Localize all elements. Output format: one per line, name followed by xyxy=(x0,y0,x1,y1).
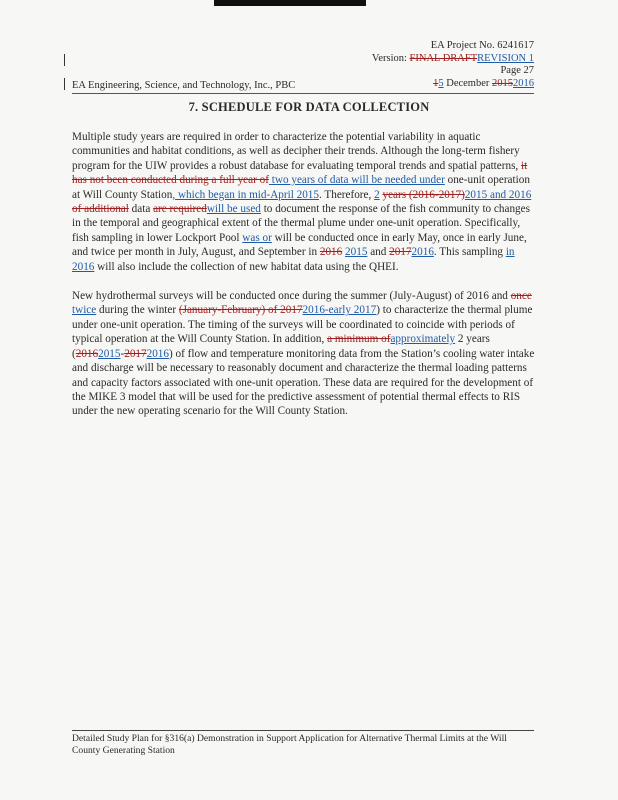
company-name: EA Engineering, Science, and Technology, Inc., PBC xyxy=(72,80,296,91)
body-text xyxy=(72,130,536,434)
header-divider xyxy=(72,93,534,94)
scan-artifact-bar xyxy=(214,0,366,6)
section-title: 7. SCHEDULE FOR DATA COLLECTION xyxy=(188,100,430,114)
paragraph-2: New hydrothermal surveys will be conducted once during the summer (July-August) of 2016 and once twice during the winter (January-February) of 20172016-early 2017) to characterize the thermal plume under one-unit operation. The timing of the surveys will be coordinated to coincide with periods of typical operation at the Will County Station. In addition, a minimum ofapproximately 2 years (20162015-20172016) of flow and temperature monitoring data from the Station’s cooling water intake and discharge will be necessary to reasonably document and characterize the thermal loading patterns and capacity factors associated with one-unit operation. These data are required for the development of the MIKE 3 model that will be used for the predictive assessment of potential thermal effects to RIS under the new operating scenario for the Will County Station. xyxy=(72,290,535,418)
change-bar xyxy=(64,54,65,66)
change-bar xyxy=(64,78,65,90)
version-inserted: REVISION 1 xyxy=(477,52,534,64)
footer-text: Detailed Study Plan for §316(a) Demonstration in Support Application for Alternative Thermal Limits at the Will County Generating Station xyxy=(72,733,507,756)
header-block xyxy=(372,40,534,90)
footer-divider xyxy=(72,730,534,731)
version-line: Version: FINAL DRAFTREVISION 1 xyxy=(371,52,534,64)
version-deleted: FINAL DRAFT xyxy=(409,52,478,64)
date-line: 15 December 20152016 xyxy=(433,77,534,89)
project-number: EA Project No. 6241617 xyxy=(430,40,534,51)
page-number: Page 27 xyxy=(500,65,534,76)
paragraph-1: Multiple study years are required in order to characterize the potential variability in aquatic communities and habitat conditions, as well as decipher their trends. Although the long-term fishery program for the UIW provides a robust database for evaluating temporal trends and spatial patterns, it has not been conducted during a full year of two years of data will be needed under one-unit operation at Will County Station, which began in mid-April 2015. Therefore, 2 years (2016-2017)2015 and 2016 of additional data are requiredwill be used to document the response of the fish community to changes in the temporal and geographical extent of the thermal plume under one-unit operation. Specifically, fish sampling in lower Lockport Pool was or will be conducted once in early May, once in early June, and twice per month in July, August, and September in 2016 2015 and 20172016. This sampling in 2016 will also include the collection of new habitat data using the QHEI. xyxy=(72,131,532,273)
